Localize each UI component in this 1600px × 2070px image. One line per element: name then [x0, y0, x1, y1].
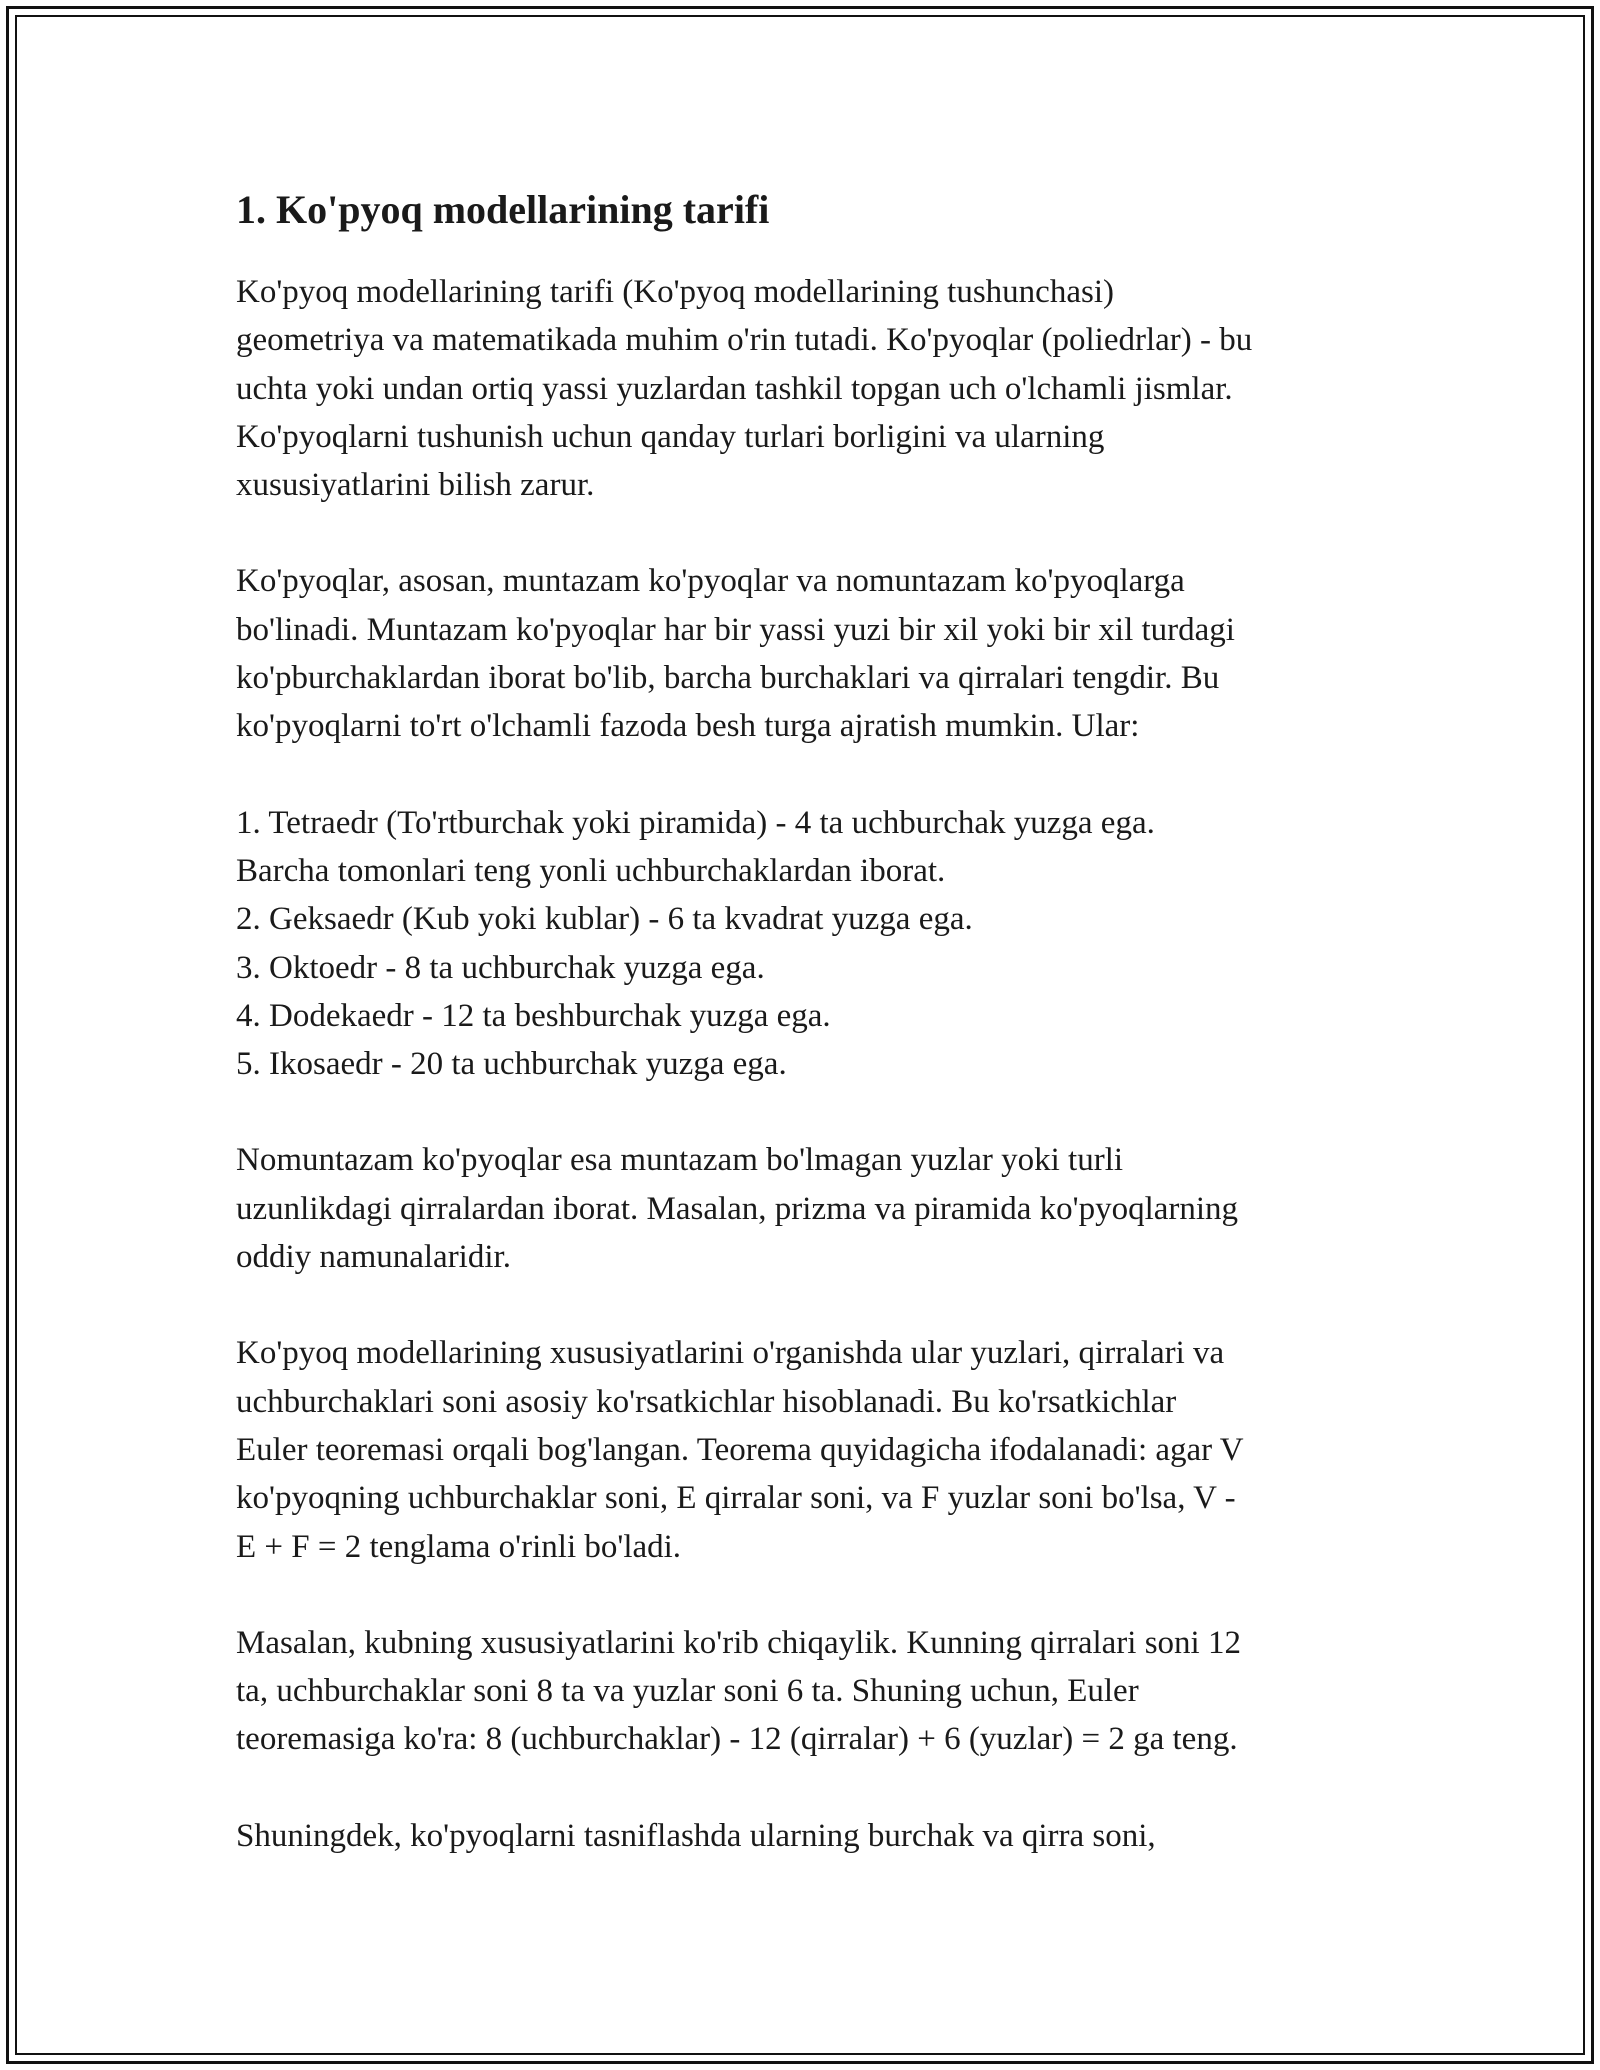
- regular-polyhedra-list: 1. Tetraedr (To'rtburchak yoki piramida) - 4 ta uchburchak yuzga ega. Barcha tomonlari teng yonli uchburchaklardan iborat. 2. Geksaedr (Kub yoki kublar) - 6 ta kvadrat yuzga ega. 3. Oktoedr - 8 ta uchburchak yuzga ega. 4. Dodekaedr - 12 ta beshburchak yuzga ega. 5. Ikosaedr - 20 ta uchburchak yuzga ega.: [236, 804, 1155, 1083]
- paragraph-euler-theorem: Ko'pyoq modellarining xususiyatlarini o'rganishda ular yuzlari, qirralari va uchburchaklari soni asosiy ko'rsatkichlar hisoblanadi. Bu ko'rsatkichlar Euler teoremasi orqali bog'langan. Teorema quyidagicha ifodalanadi: agar V ko'pyoqning uchburchaklar soni, E qirralar soni, va F yuzlar soni bo'lsa, V - E + F = 2 tenglama o'rinli bo'ladi.: [236, 1335, 1244, 1565]
- paragraph-cube-example: Masalan, kubning xususiyatlarini ko'rib chiqaylik. Kunning qirralari soni 12 ta, uchburchaklar soni 8 ta va yuzlar soni 6 ta. Shuning uchun, Euler teoremasiga ko'ra: 8 (uchburchaklar) - 12 (qirralar) + 6 (yuzlar) = 2 ga teng.: [236, 1624, 1241, 1758]
- paragraph-classification: Ko'pyoqlar, asosan, muntazam ko'pyoqlar va nomuntazam ko'pyoqlarga bo'linadi. Muntazam ko'pyoqlar har bir yassi yuzi bir xil yoki bir xil turdagi ko'pburchaklardan iborat bo'lib, barcha burchaklari va qirralari tengdir. Bu ko'pyoqlarni to'rt o'lchamli fazoda besh turga ajratish mumkin. Ular:: [236, 563, 1235, 745]
- paragraph-continuation: Shuningdek, ko'pyoqlarni tasniflashda ularning burchak va qirra soni,: [236, 1817, 1156, 1854]
- document-body: [236, 186, 1376, 1908]
- paragraph-irregular: Nomuntazam ko'pyoqlar esa muntazam bo'lmagan yuzlar yoki turli uzunlikdagi qirralardan iborat. Masalan, prizma va piramida ko'pyoqlarning oddiy namunalaridir.: [236, 1142, 1239, 1276]
- section-title: 1. Ko'pyoq modellarining tarifi: [236, 187, 770, 232]
- paragraph-definition: Ko'pyoq modellarining tarifi (Ko'pyoq modellarining tushunchasi) geometriya va matematikada muhim o'rin tutadi. Ko'pyoqlar (poliedrlar) - bu uchta yoki undan ortiq yassi yuzlardan tashkil topgan uch o'lchamli jismlar. Ko'pyoqlarni tushunish uchun qanday turlari borligini va ularning xususiyatlarini bilish zarur.: [236, 274, 1253, 504]
